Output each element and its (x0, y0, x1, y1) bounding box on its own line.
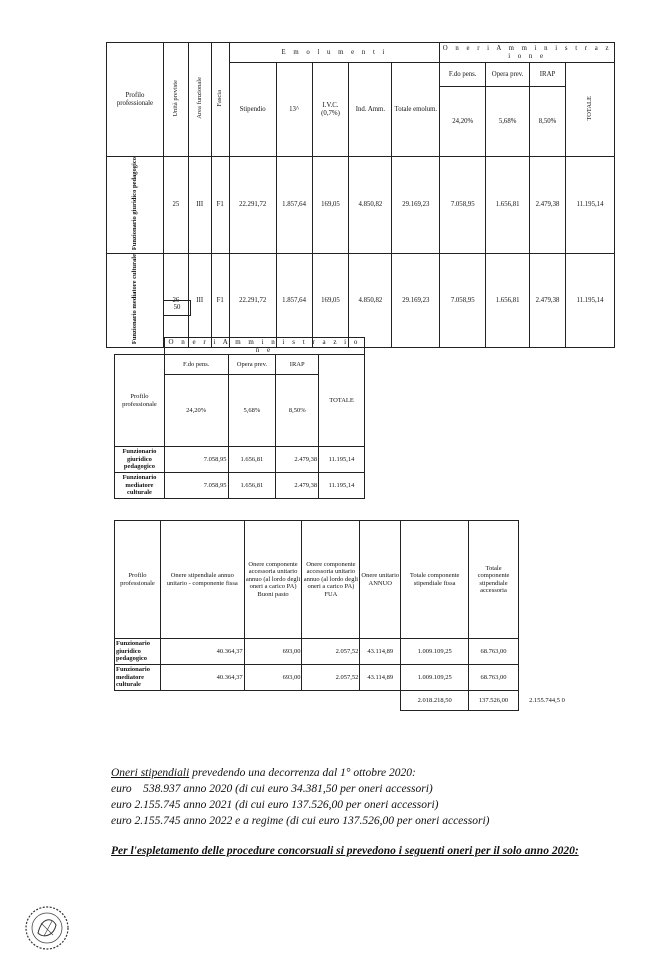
cell-totale: 11.195,14 (319, 447, 365, 473)
cell-13: 1.857,64 (276, 253, 312, 347)
cell-fdo: 7.058,95 (164, 473, 228, 499)
cell-irap: 2.479,38 (276, 473, 319, 499)
cell-buoni: 693,00 (244, 639, 302, 665)
table-row (115, 447, 365, 473)
row-profilo: Funzionario giuridico pedagogico (115, 639, 161, 665)
cell-tot-fissa: 1.009.109,25 (401, 639, 469, 665)
header-tot-acc: Totale componente stipendiale accessoria (469, 521, 519, 639)
cell-stipendio: 22.291,72 (229, 253, 276, 347)
header-fdo: F.do pens. (164, 355, 228, 375)
total-fissa: 2.018.218,50 (401, 691, 469, 711)
cell-ivc: 169,05 (312, 157, 349, 254)
cell-tot-acc: 68.763,00 (469, 639, 519, 665)
cell-ivc: 169,05 (312, 253, 349, 347)
header-fua: Onere componente accessoria unitario annuo (al lordo degli oneri a carico PA) FUA (302, 521, 360, 639)
pct-irap: 8,50% (530, 87, 566, 157)
pct-irap: 8,50% (276, 375, 319, 447)
cell-tot-acc: 68.763,00 (469, 665, 519, 691)
header-totale-emol: Totale emolum. (392, 63, 440, 157)
pct-opera: 5,68% (228, 375, 276, 447)
oneri-stipendiali-table (114, 520, 519, 711)
header-profilo: Profilo professionale (115, 521, 161, 639)
header-ivc: I.V.C. (0,7%) (312, 63, 349, 157)
header-tot-fissa: Totale componente stipendiale fissa (401, 521, 469, 639)
note-line-2: euro 538.937 anno 2020 (di cui euro 34.381,50 per oneri accessori) (111, 783, 433, 795)
cell-irap: 2.479,38 (530, 157, 566, 254)
header-fdo: F.do pens. (440, 63, 486, 87)
total-acc: 137.526,00 (469, 691, 519, 711)
header-buoni-pasto: Onere componente accessoria unitario annuo (al lordo degli oneri a carico PA) Buoni pasto (244, 521, 302, 639)
cell-onere-stip: 40.364,37 (160, 639, 244, 665)
cell-onere-annuo: 43.114,89 (360, 639, 401, 665)
header-irap: IRAP (276, 355, 319, 375)
cell-fua: 2.057,52 (302, 639, 360, 665)
note-line-1 (111, 765, 631, 781)
cell-opera: 1.656,81 (486, 253, 530, 347)
pct-opera: 5,68% (486, 87, 530, 157)
row-profilo: Funzionario mediatore culturale (115, 473, 165, 499)
header-totale: TOTALE (586, 95, 594, 121)
cell-irap: 2.479,38 (276, 447, 319, 473)
note-heading-rest: prevedendo una decorrenza dal 1° ottobre 2020: (189, 767, 416, 779)
cell-fua: 2.057,52 (302, 665, 360, 691)
header-emolumenti: E m o l u m e n t i (229, 43, 440, 63)
row-profilo: Funzionario mediatore culturale (131, 253, 139, 345)
note-line-4: euro 2.155.745 anno 2022 e a regime (di cui euro 137.526,00 per oneri accessori) (111, 815, 490, 827)
note-heading: Oneri stipendiali (111, 767, 190, 779)
row-profilo: Funzionario giuridico pedagogico (115, 447, 165, 473)
row-profilo: Funzionario mediatore culturale (115, 665, 161, 691)
header-onere-annuo: Onere unitario ANNUO (360, 521, 401, 639)
cell-opera: 1.656,81 (228, 473, 276, 499)
header-fascia: Fascia (216, 89, 224, 107)
cell-totale: 11.195,14 (319, 473, 365, 499)
header-13: 13^ (276, 63, 312, 157)
header-totale: TOTALE (319, 355, 365, 447)
cell-buoni: 693,00 (244, 665, 302, 691)
cell-fdo: 7.058,95 (440, 253, 486, 347)
cell-tot-emol: 29.169,23 (392, 253, 440, 347)
header-profilo: Profilo professionale (107, 43, 164, 157)
header-irap: IRAP (530, 63, 566, 87)
cell-fascia: F1 (211, 157, 229, 254)
header-oneri: O n e r i A m m i n i s t r a z i o n e (440, 43, 615, 63)
note-line-5: Per l'espletamento delle procedure concorsuali si prevedono i seguenti oneri per il solo anno 2020: (111, 845, 579, 857)
cell-onere-stip: 40.364,37 (160, 665, 244, 691)
table-row (115, 473, 365, 499)
cell-ind: 4.850,82 (349, 253, 392, 347)
header-ind: Ind. Amm. (349, 63, 392, 157)
pct-fdo: 24,20% (164, 375, 228, 447)
cell-unita: 26 (163, 253, 188, 347)
cell-irap: 2.479,38 (530, 253, 566, 347)
table-row (115, 665, 519, 691)
cell-totale: 11.195,14 (566, 253, 615, 347)
header-unita: Unità previste (172, 79, 180, 117)
cell-totale: 11.195,14 (566, 157, 615, 254)
oneri-table (114, 337, 365, 499)
table-row (115, 639, 519, 665)
header-stipendio: Stipendio (229, 63, 276, 157)
cell-ind: 4.850,82 (349, 157, 392, 254)
cell-13: 1.857,64 (276, 157, 312, 254)
note-line-3: euro 2.155.745 anno 2021 (di cui euro 137.526,00 per oneri accessori) (111, 799, 439, 811)
header-opera: Opera prev. (486, 63, 530, 87)
header-opera: Opera prev. (228, 355, 276, 375)
table-row (107, 157, 615, 254)
grand-total: 2.155.744,5 0 (529, 697, 565, 704)
cell-opera: 1.656,81 (486, 157, 530, 254)
cell-fdo: 7.058,95 (440, 157, 486, 254)
cell-fdo: 7.058,95 (164, 447, 228, 473)
cell-area: III (188, 157, 211, 254)
header-profilo: Profilo professionale (115, 355, 165, 447)
cell-stipendio: 22.291,72 (229, 157, 276, 254)
cell-unita: 25 (163, 157, 188, 254)
cell-tot-emol: 29.169,23 (392, 157, 440, 254)
header-onere-stip: Onere stipendiale annuo unitario - componente fissa (160, 521, 244, 639)
header-area: Area funzionale (196, 77, 204, 119)
pct-fdo: 24,20% (440, 87, 486, 157)
cell-onere-annuo: 43.114,89 (360, 665, 401, 691)
cell-tot-fissa: 1.009.109,25 (401, 665, 469, 691)
header-oneri: O n e r i A m m i n i s t r a z i o n e (164, 338, 364, 355)
seal-stamp-icon (24, 905, 70, 951)
notes-section (111, 765, 631, 859)
cell-area: III (188, 253, 211, 347)
cell-opera: 1.656,81 (228, 447, 276, 473)
cell-fascia: F1 (211, 253, 229, 347)
total-unita: 50 (163, 300, 191, 316)
row-profilo: Funzionario giuridico pedagogico (131, 157, 139, 251)
